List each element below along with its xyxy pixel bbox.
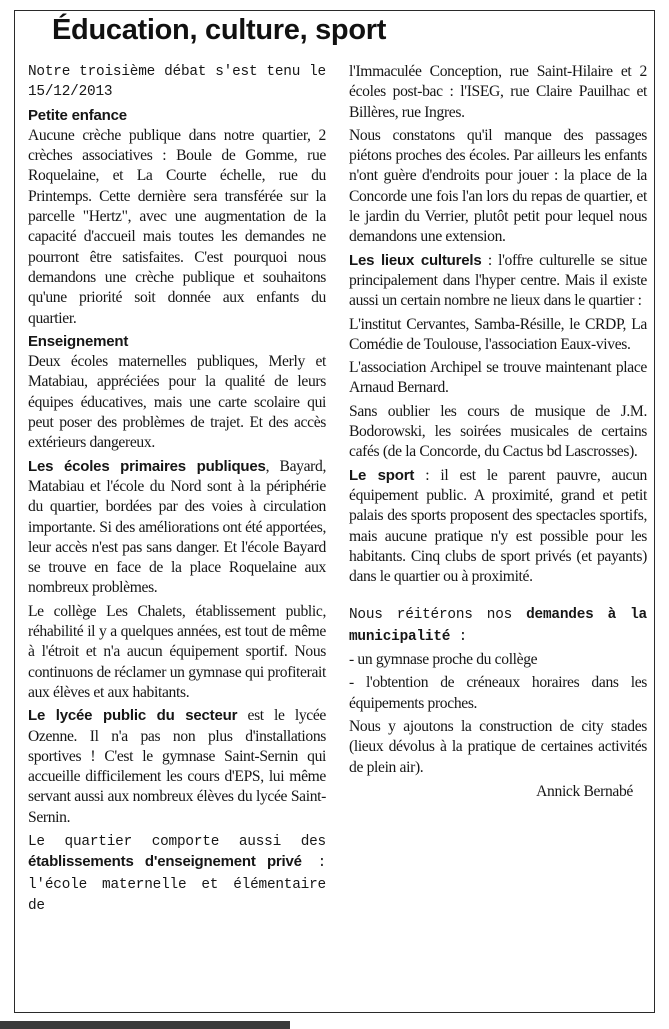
prive-text-b: : l'école maternelle et élémentaire de (28, 855, 327, 914)
bottom-edge-strip (0, 1021, 290, 1029)
lieux-bold: Les lieux culturels (349, 251, 482, 269)
demande-item-2: - l'obtention de créneaux horaires dans les équipements proches. (349, 674, 647, 712)
petite-enfance-paragraph: Aucune crèche publique dans notre quartier, 2 crèches associatives : Boule de Gomme, rue Roquelaine, et La Courte échelle, rue du Printemps. Cette dernière sera transférée sur la parcelle "Hertz", avec une augmentation de la capacité d'accueil mais toutes les demandes ne pourront être satisfaites. C'est pourquoi nous demandons une crèche publique et souhaitons qu'une priorité soit donnée aux enfants du quartier. (28, 126, 326, 327)
enseignement-paragraph: Deux écoles maternelles publiques, Merly et Matabiau, appréciées pour la qualité de leurs équipes éducatives, mais une carte scolaire qui peut poser des problèmes de trajet. Et des accès extérieurs dangereux. (28, 353, 326, 452)
continuation-paragraph: l'Immaculée Conception, rue Saint-Hilaire et 2 écoles post-bac : l'ISEG, rue Claire Pauilhac et Billères, rue Ingres. (349, 63, 647, 121)
demandes-colon: : (450, 628, 468, 645)
demande-item-1: - un gymnase proche du collège (349, 651, 538, 669)
heading-petite-enfance: Petite enfance (28, 106, 127, 124)
lycee-text: est le lycée Ozenne. Il n'a pas non plus d'installations sportives ! C'est le gymnase Saint-Sernin qui accueille difficilement les cours d'EPS, lui même servant aussi aux nombreux élèves du lycée Saint-Sernin. (28, 707, 326, 826)
sport-bold: Le sport (349, 466, 415, 484)
sport-text: : il est le parent pauvre, aucun équipement public. A proximité, grand et petit palais des sports proposent des spectacles sportifs, mais aucune pratique n'y est possible pour les habitants. Cinq clubs de sport privés (et payants) dans le quartier ou à proximité. (349, 466, 647, 586)
article-title: Éducation, culture, sport (52, 14, 387, 46)
demandes-paragraph (349, 604, 647, 647)
lieux-paragraph (349, 251, 647, 312)
passages-paragraph: Nous constatons qu'il manque des passages piétons proches des écoles. Par ailleurs les enfants n'ont guère d'endroits pour jouer : la place de la Concorde une fois l'an lors du repas de quartier, et le jardin du Verrier, plutôt petit pour lequel nous demandons une extension. (349, 126, 647, 246)
sport-paragraph (349, 466, 647, 588)
college-paragraph: Le collège Les Chalets, établissement public, réhabilité il y a quelques années, est tout de même à l'étroit et n'a aucun équipement sportif. Nous continuons de réclamer un gymnase qui profiterait aux élèves et aux habitants. (28, 602, 326, 701)
intro-paragraph: Notre troisième débat s'est tenu le 15/12/2013 (28, 64, 326, 101)
lycee-paragraph (28, 706, 326, 828)
musique-paragraph: Sans oublier les cours de musique de J.M. Bodorowski, les soirées musicales de certains cafés (de la Concorde, du Cactus bd Lascrosses). (349, 402, 647, 461)
prive-bold: établissements d'enseignement privé (28, 853, 302, 871)
archipel-paragraph: L'association Archipel se trouve maintenant place Arnaud Bernard. (349, 359, 647, 397)
section-spacer (349, 590, 647, 604)
institut-paragraph: L'institut Cervantes, Samba-Résille, le CRDP, La Comédie de Toulouse, l'association Eaux-vives. (349, 315, 647, 353)
lycee-bold: Le lycée public du secteur (28, 707, 238, 725)
demandes-text: Nous réitérons nos (349, 607, 527, 624)
prive-text-a: Le quartier comporte aussi des (28, 833, 326, 850)
primaires-bold: Les écoles primaires publiques (28, 457, 266, 475)
heading-enseignement: Enseignement (28, 332, 129, 350)
prive-paragraph (28, 831, 326, 916)
left-column (28, 62, 326, 919)
city-stades-paragraph: Nous y ajoutons la construction de city stades (lieux dévolus à la pratique de certaines activités de plein air). (349, 717, 647, 776)
right-column (349, 62, 647, 802)
lieux-text: : l'offre culturelle se situe principalement dans l'hyper centre. Mais il existe aussi un certain nombre ne lieux dans le quartier : (349, 251, 647, 310)
signature: Annick Bernabé (536, 782, 633, 800)
demandes-bold: demandes à la municipalité (349, 607, 647, 645)
primaires-text: , Bayard, Matabiau et l'école du Nord sont à la périphérie du quartier, bordées par des voies à circulation importante. Si des améliorations ont été apportées, leur accès n'est pas sans danger. Et l'école Bayard se trouve en face de la place Roquelaine aux nombreux problèmes. (28, 457, 326, 597)
primaires-paragraph (28, 457, 326, 599)
